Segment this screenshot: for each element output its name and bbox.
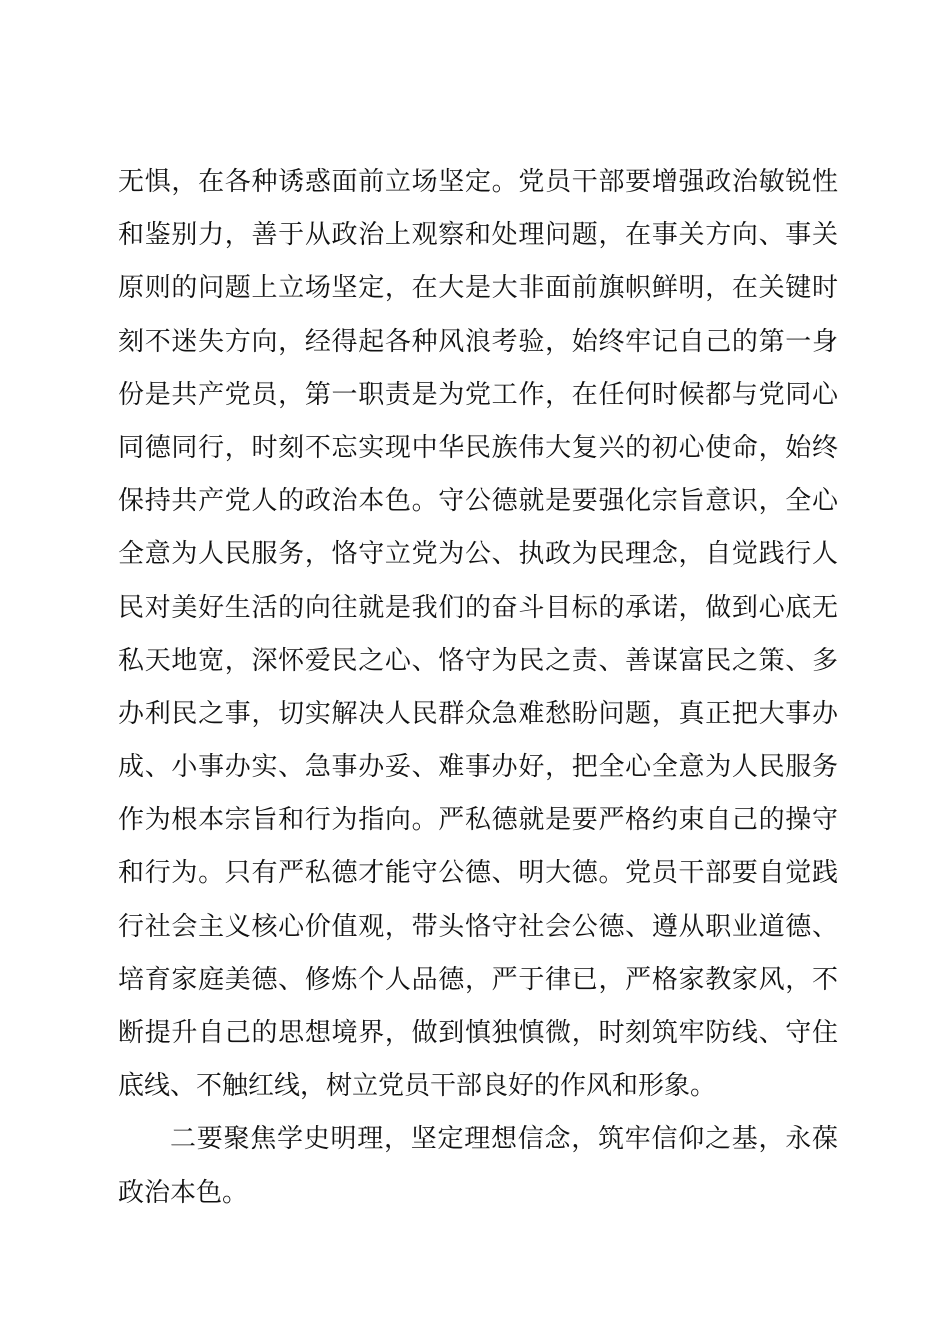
- text-line: 断提升自己的思想境界，做到慎独慎微，时刻筑牢防线、守住: [118, 1018, 838, 1048]
- text-line: 私天地宽，深怀爱民之心、恪守为民之责、善谋富民之策、多: [118, 645, 838, 676]
- paragraph-1: [118, 156, 838, 1113]
- text-line: 作为根本宗旨和行为指向。严私德就是要严格约束自己的操守: [118, 805, 838, 836]
- text-line: 和行为。只有严私德才能守公德、明大德。党员干部要自觉践: [118, 858, 838, 889]
- text-line: 无惧，在各种诱惑面前立场坚定。党员干部要增强政治敏锐性: [118, 167, 838, 197]
- text-line: 行社会主义核心价值观，带头恪守社会公德、遵从职业道德、: [118, 911, 838, 942]
- text-line: 份是共产党员，第一职责是为党工作，在任何时候都与党同心: [118, 379, 838, 410]
- text-line: 二要聚焦学史明理，坚定理想信念，筑牢信仰之基，永葆: [170, 1124, 838, 1155]
- text-line: 全意为人民服务，恪守立党为公、执政为民理念，自觉践行人: [118, 539, 838, 570]
- text-line: 培育家庭美德、修炼个人品德，严于律已，严格家教家风，不: [118, 964, 838, 995]
- text-line: 和鉴别力，善于从政治上观察和处理问题，在事关方向、事关: [118, 220, 838, 251]
- text-line: 成、小事办实、急事办妥、难事办好，把全心全意为人民服务: [118, 752, 838, 783]
- text-line: 刻不迷失方向，经得起各种风浪考验，始终牢记自己的第一身: [118, 326, 838, 357]
- text-line: 原则的问题上立场坚定，在大是大非面前旗帜鲜明，在关键时: [118, 273, 838, 304]
- text-line: 办利民之事，切实解决人民群众急难愁盼问题，真正把大事办: [118, 698, 838, 729]
- document-body: [118, 156, 838, 1220]
- text-line: 民对美好生活的向往就是我们的奋斗目标的承诺，做到心底无: [118, 592, 838, 623]
- text-line: 同德同行，时刻不忘实现中华民族伟大复兴的初心使命，始终: [118, 432, 838, 463]
- paragraph-2: [118, 1113, 838, 1219]
- text-line: 保持共产党人的政治本色。守公德就是要强化宗旨意识，全心: [118, 486, 838, 517]
- text-line: 底线、不触红线，树立党员干部良好的作风和形象。: [118, 1071, 717, 1102]
- text-line: 政治本色。: [118, 1177, 249, 1208]
